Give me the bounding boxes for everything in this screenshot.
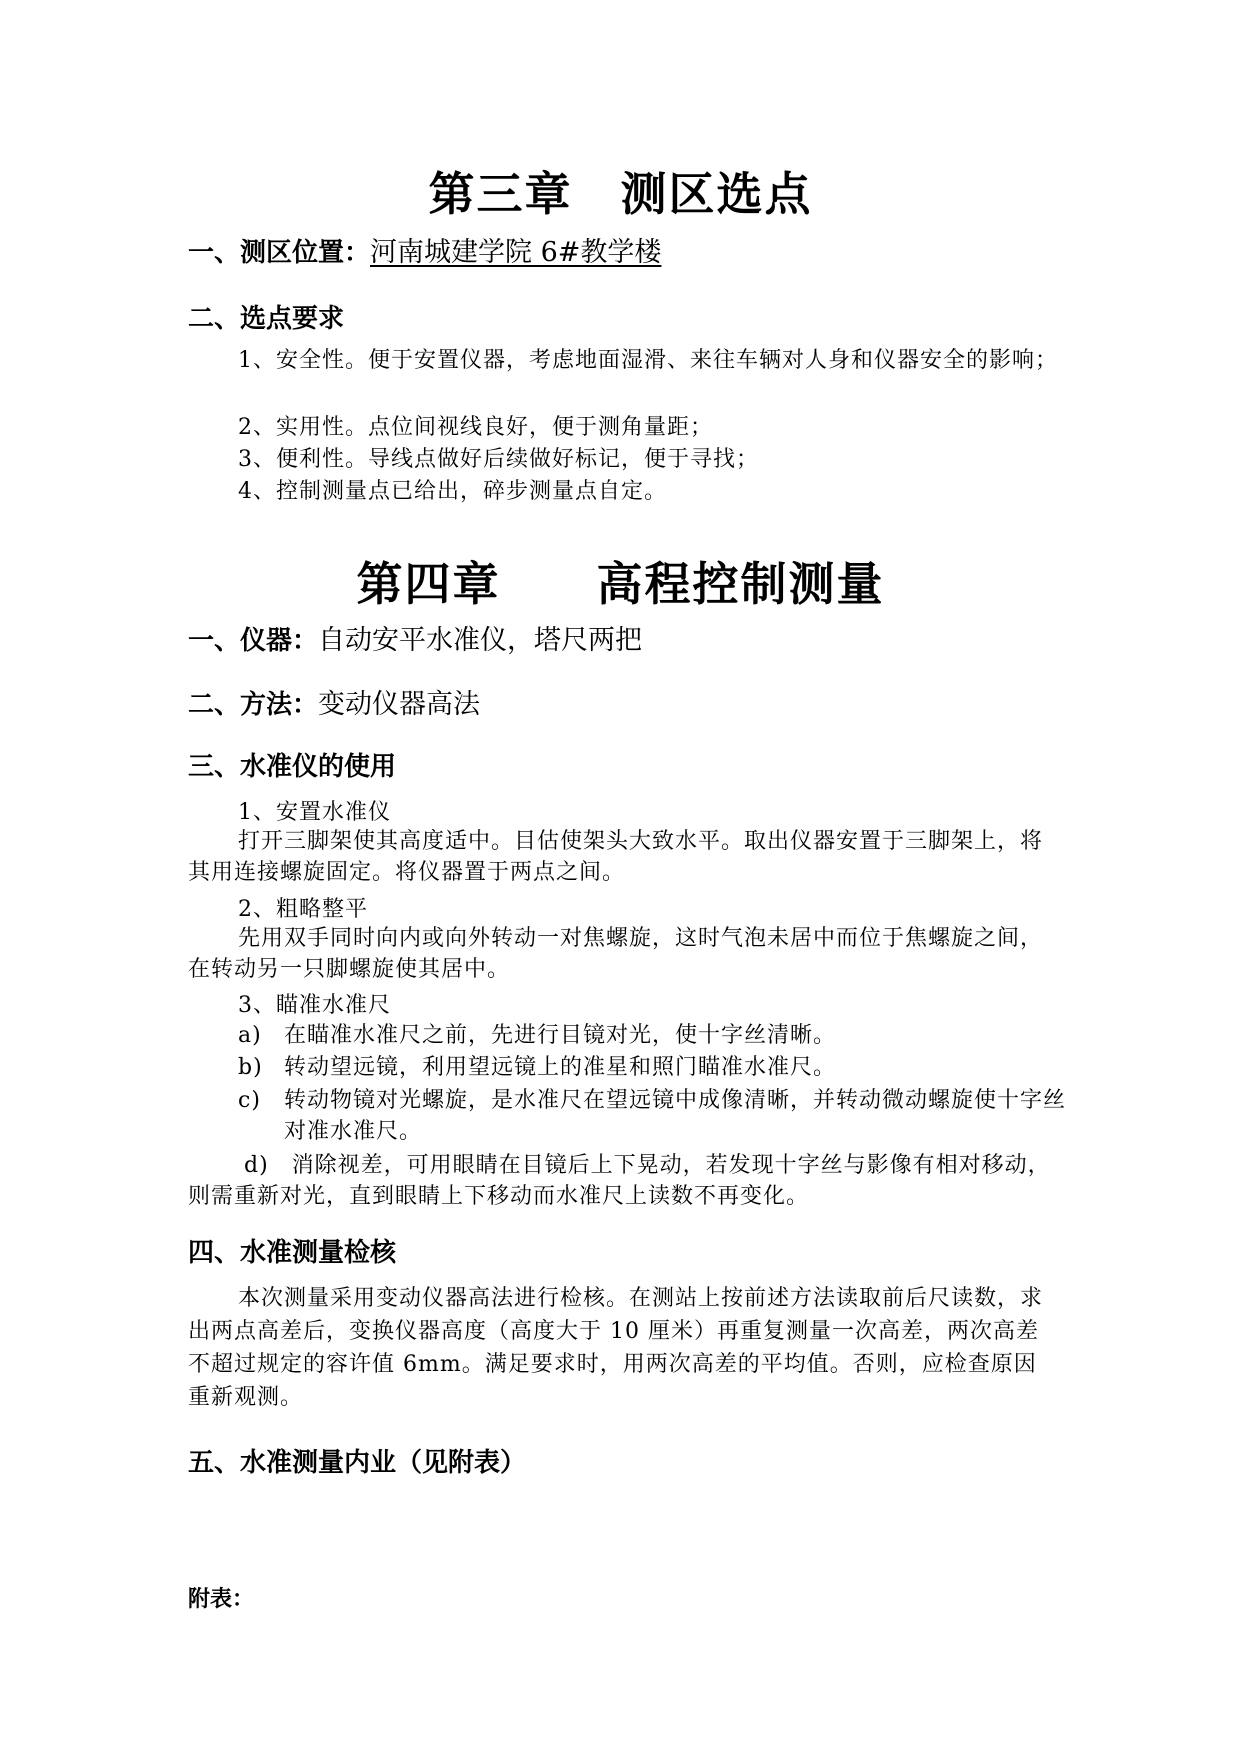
list-text: 转动物镜对光螺旋，是水准尺在望远镜中成像清晰，并转动微动螺旋使十字丝对准水准尺。 [284,1088,1067,1144]
requirement-control-points: 4、控制测量点已给出，碎步测量点自定。 [238,479,667,504]
step-2-title: 2、粗略整平 [238,897,368,922]
list-marker: c) [238,1088,261,1113]
step-2-text: 先用双手同时向内或向外转动一对焦螺旋，这时气泡未居中而位于焦螺旋之间，在转动另一只脚螺旋使其居中。 [188,926,1044,982]
section-point-selection-requirements: 二、选点要求 [188,304,345,334]
list-text: 转动望远镜，利用望远镜上的准星和照门瞄准水准尺。 [284,1055,837,1080]
section-level-usage: 三、水准仪的使用 [188,752,397,782]
step-3-title: 3、瞄准水准尺 [238,993,391,1018]
requirement-convenience: 3、便利性。导线点做好后续做好标记，便于寻找； [238,447,759,472]
section-label: 一、测区位置： [188,238,371,268]
section-label: 二、方法： [188,690,319,720]
survey-location-value: 河南城建学院 6#教学楼 [370,237,662,268]
section-leveling-check: 四、水准测量检核 [188,1238,397,1268]
section-method [188,682,480,721]
list-item [238,1085,1068,1147]
list-item [238,1020,1068,1051]
section-instruments [188,618,642,657]
instruments-value: 自动安平水准仪，塔尺两把 [318,625,643,656]
requirement-practicality: 2、实用性。点位间视线良好，便于测角量距； [238,415,713,440]
appendix-label: 附表： [188,1587,255,1612]
section-survey-location [188,230,661,269]
section-leveling-office-work: 五、水准测量内业（见附表） [188,1448,527,1478]
requirement-safety: 1、安全性。便于安置仪器，考虑地面湿滑、来往车辆对人身和仪器安全的影响； [238,348,1058,373]
list-text: 在瞄准水准尺之前，先进行目镜对光，使十字丝清晰。 [284,1023,837,1048]
step-1-title: 1、安置水准仪 [238,800,391,825]
list-item [238,1052,1068,1083]
chapter-4-title: 第四章 高程控制测量 [356,557,885,611]
section-label: 一、仪器： [188,626,319,656]
list-marker: a) [238,1023,262,1048]
step-1-text: 打开三脚架使其高度适中。目估使架头大致水平。取出仪器安置于三脚架上，将其用连接螺旋固定。将仪器置于两点之间。 [188,829,1044,885]
leveling-check-text: 本次测量采用变动仪器高法进行检核。在测站上按前述方法读取前后尺读数，求出两点高差后，变换仪器高度（高度大于 10 厘米）再重复测量一次高差，两次高差不超过规定的容许值 6mm。满足要求时，用两次高差的平均值。否则，应检查原因重新观测。 [188,1286,1044,1410]
chapter-3-title: 第三章 测区选点 [428,167,813,221]
list-item-d: d) 消除视差，可用眼睛在目镜后上下晃动，若发现十字丝与影像有相对移动，则需重新对光，直到眼睛上下移动而水准尺上读数不再变化。 [188,1153,1051,1209]
list-marker: b) [238,1055,263,1080]
method-value: 变动仪器高法 [318,689,481,720]
